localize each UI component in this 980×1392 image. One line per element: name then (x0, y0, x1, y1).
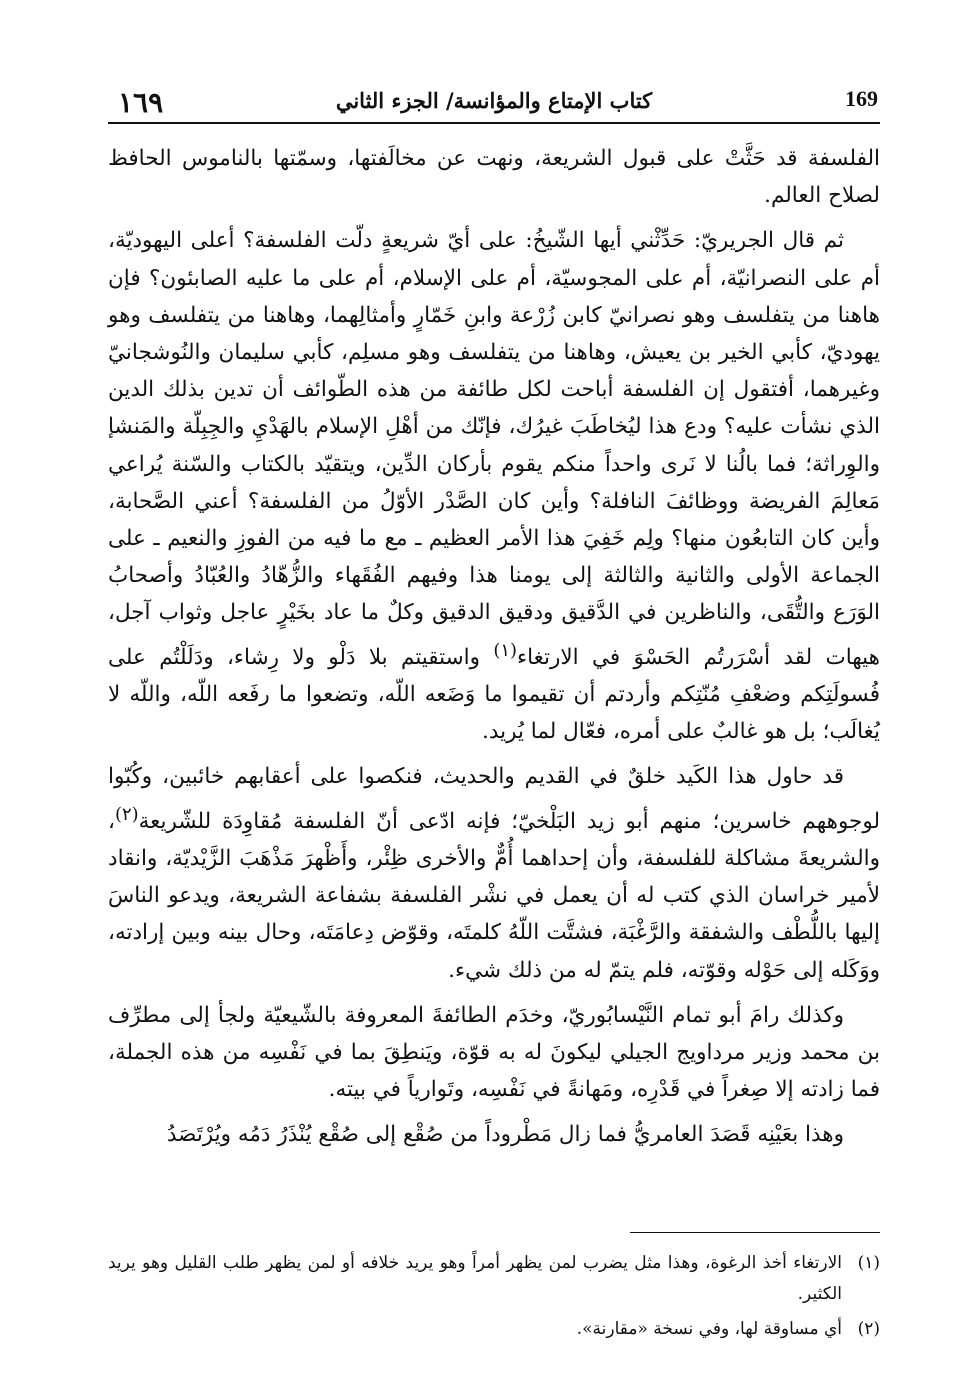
footnotes (108, 1248, 880, 1349)
paragraph-text: ثم قال الجريريّ: حَدِّثْني أيها الشّيخُ: على أيّ شريعةٍ دلّت الفلسفة؟ أعلى اليهوديّة، أم على النصرانيّة، أم على المجوسيّة، أم على الإسلام، أم على ما عليه الصابئون؟ فإن هاهنا من يتفلسف وهو نصرانيّ كابن زُرْعة وابنِ خَمّارٍ وأمثالِهما، وهاهنا من يتفلسف وهو يهوديّ، كأبي الخير بن يعيش، وهاهنا من يتفلسف وهو مسلِم، كأبي سليمان والنُوشجانيّ وغيرهما، أفتقول إن الفلسفة أباحت لكل طائفة من هذه الطّوائف أن تدين بذلك الدين الذي نشأت عليه؟ ودع هذا ليُخاطَبَ غيرُك، فإنّك من أهْلِ الإسلام بالهَدْيِ والجِبِلّة والمَنشإ والوِراثة؛ فما بالُنا لا نَرى واحداً منكم يقوم بأركان الدِّين، ويتقيّد بالكتاب والسّنة يُراعي مَعالِمَ الفريضة ووظائفَ النافلة؟ وأين كان الصَّدْر الأوّلُ من الفلسفة؟ أعني الصَّحابة، وأين كان التابعُون منها؟ ولِم خَفِيَ هذا الأمر العظيم ـ مع ما فيه من الفوزِ والنعيم ـ على الجماعة الأولى والثانية والثالثة إلى يومنا هذا وفيهم الفُقَهاء والزُّهّادُ والعُبّادُ وأصحابُ الوَرَع والتُّقَى، والناظرين في الدَّقيق ودقيق الدقيق وكلٌ ما عاد بخَيْرٍ عاجل وثواب آجل، هيهات لقد أسْرَرتُم الحَسْوَ في الارتغاء (108, 228, 880, 670)
footnote-number: (٢) (857, 1319, 880, 1339)
paragraph (108, 758, 880, 988)
footnote-ref: (١) (493, 639, 517, 661)
paragraph: وكذلك رامَ أبو تمام النَّيْسابُوريّ، وخدَم الطائفةَ المعروفة بالشّيعيّة ولجأ إلى مطرِّف بن محمد وزير مرداويج الجيلي ليكونَ له به قوّة، ويَنطِقَ بما في نَفْسِه من هذه الجملة، فما زادته إلا صِغراً في قَدْرِه، ومَهانةً في نَفْسِه، وتَوارياً في بيته. (108, 1002, 880, 1103)
footnote-ref: (٢) (114, 803, 139, 825)
paragraph (108, 222, 880, 750)
page-header (108, 82, 880, 124)
footnote-separator (630, 1232, 880, 1233)
page-number-arabic: ١٦٩ (118, 86, 164, 119)
paragraph-text: واستقيتم بلا دَلْو ولا رِشاء، ودَلَلْتُم على فُسولَتِكم وضعْفِ مُنّتِكم وأردتم أن تقيموا ما وَضَعه اللّه، وتضعوا ما رفَعه اللّه، واللّه لا يُغالَب؛ بل هو غالبٌ على أمره، فعّال لما يُريد. (108, 644, 880, 745)
page-number-latin: 169 (845, 86, 878, 111)
running-title: كتاب الإمتاع والمؤانسة/ الجزء الثاني (335, 88, 653, 113)
footnote-text: أي مساوقة لها، وفي نسخة «مقارنة». (576, 1319, 842, 1339)
footnote-text: الارتغاء أخذ الرغوة، وهذا مثل يضرب لمن يظهر أمراً وهو يريد خلافه أو لمن يظهر طلب القليل وهو يريد الكثير. (108, 1253, 842, 1304)
main-text (108, 140, 880, 1162)
paragraph: وهذا بعَيْنِه قَصَدَ العامريُّ فما زال مَطْروداً من صُقْع إلى صُقْع يُنْذَرُ دَمُه ويُرْتَصَدُ (166, 1122, 844, 1148)
footnote (108, 1248, 880, 1310)
paragraph: الفلسفة قد حَثَّتْ على قبول الشريعة، ونهت عن مخالَفتها، وسمّتها بالناموس الحافظ لصلاح العالم. (108, 146, 880, 209)
footnote (108, 1314, 880, 1345)
paragraph-text: قد حاول هذا الكَيد خلقٌ في القديم والحديث، فنكصوا على أعقابهم خائبين، وكُبّوا لوجوههم خاسرين؛ منهم أبو زيد البَلْخيّ؛ فإنه ادّعى أنّ الفلسفة مُقاوِدَة للشّريعة (108, 764, 880, 834)
paragraph-text: ، والشريعةَ مشاكلة للفلسفة، وأن إحداهما أُمٌّ والأخرى ظِئْر، وأَظْهرَ مَذْهَبَ الزَّيْديّة، وانقاد لأمير خراسان الذي كتب له أن يعمل في نشْر الفلسفة بشفاعة الشريعة، ويدعو الناسَ إليها باللُّطْف والشفقة والرَّغْبَة، فشتَّت اللّهُ كلمتَه، وقوّض دِعامَتَه، وحال بينه وبين إرادته، ووَكَله إلى حَوْله وقوّته، فلم يتمّ له من ذلك شيء. (108, 808, 880, 983)
footnote-number: (١) (857, 1253, 880, 1273)
